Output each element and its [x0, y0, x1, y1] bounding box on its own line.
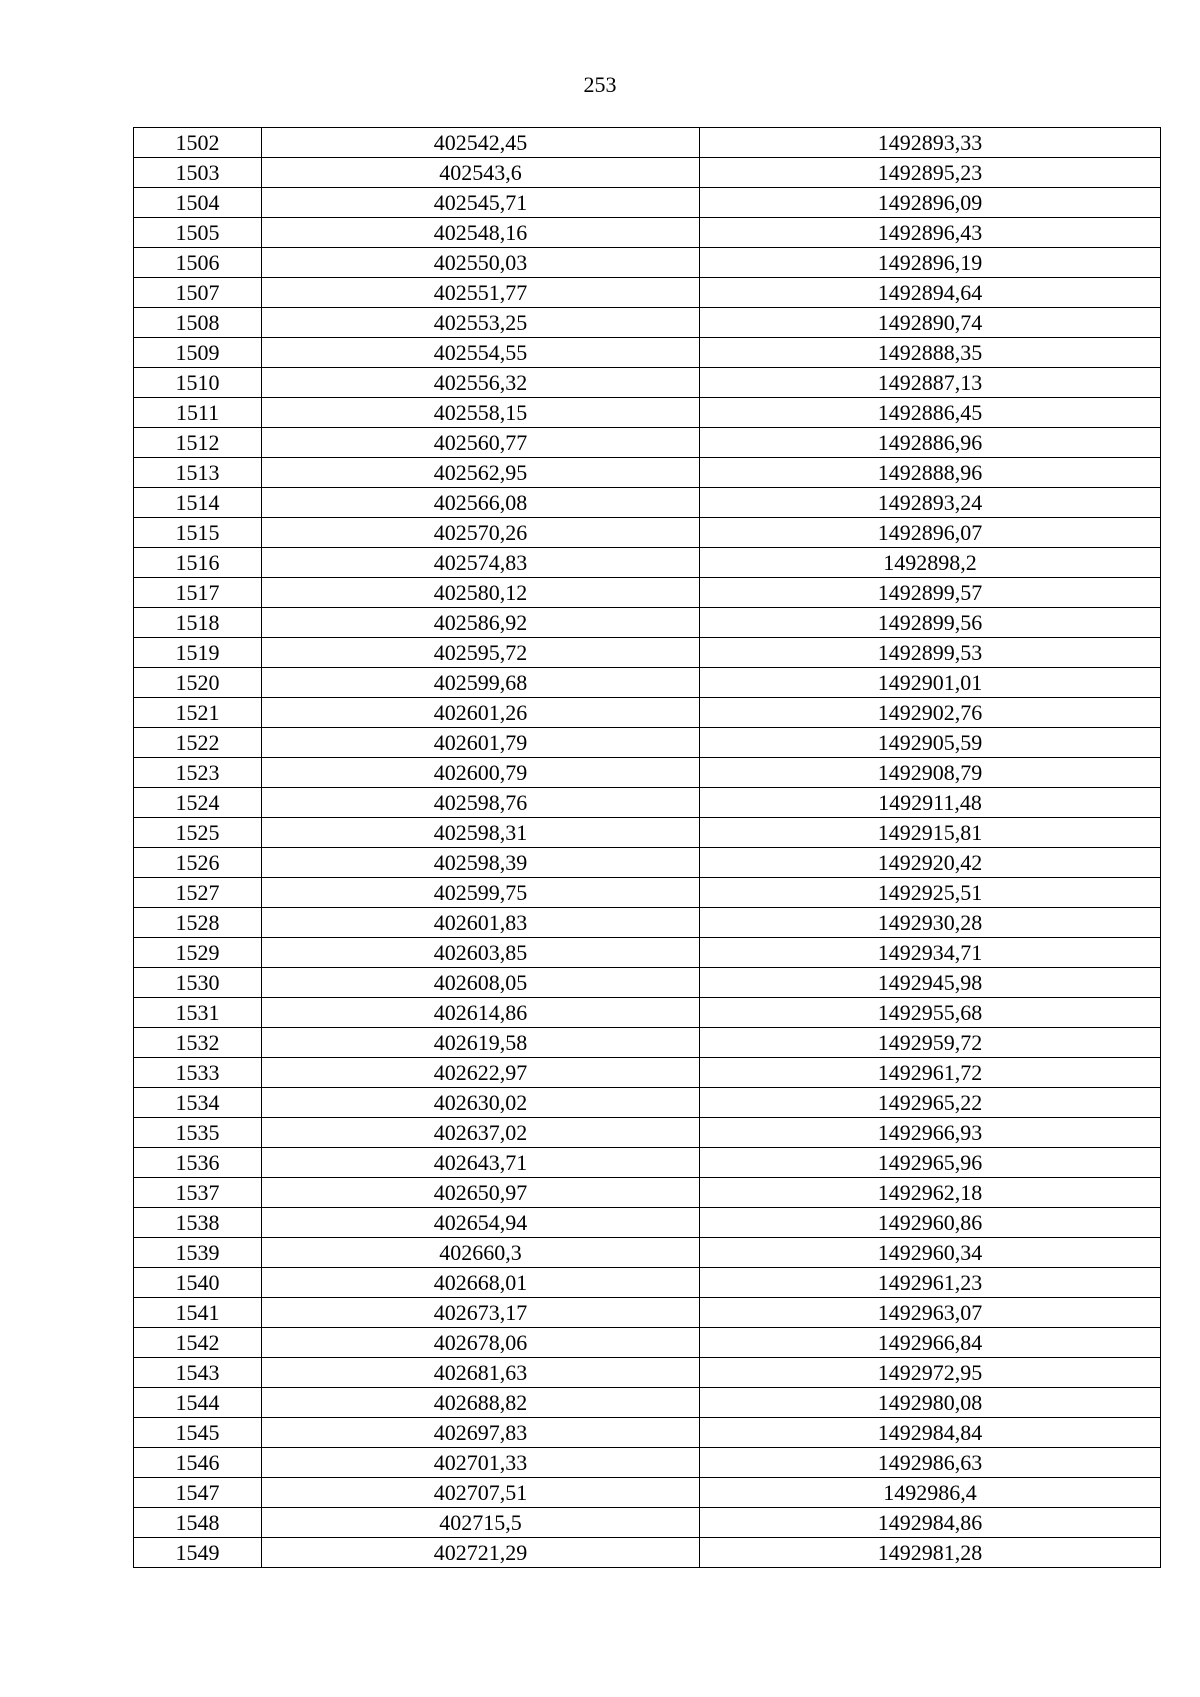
table-row — [134, 188, 1161, 218]
x-coordinate-cell: 402560,77 — [262, 428, 700, 458]
table-row — [134, 968, 1161, 998]
x-coordinate-cell: 402548,16 — [262, 218, 700, 248]
point-number-cell: 1542 — [134, 1328, 262, 1358]
x-coordinate-cell: 402570,26 — [262, 518, 700, 548]
x-coordinate-cell: 402543,6 — [262, 158, 700, 188]
x-coordinate-cell: 402721,29 — [262, 1538, 700, 1568]
table-row — [134, 848, 1161, 878]
y-coordinate-cell: 1492981,28 — [700, 1538, 1161, 1568]
y-coordinate-cell: 1492986,63 — [700, 1448, 1161, 1478]
point-number-cell: 1541 — [134, 1298, 262, 1328]
y-coordinate-cell: 1492945,98 — [700, 968, 1161, 998]
x-coordinate-cell: 402545,71 — [262, 188, 700, 218]
y-coordinate-cell: 1492905,59 — [700, 728, 1161, 758]
y-coordinate-cell: 1492901,01 — [700, 668, 1161, 698]
y-coordinate-cell: 1492896,07 — [700, 518, 1161, 548]
x-coordinate-cell: 402595,72 — [262, 638, 700, 668]
x-coordinate-cell: 402630,02 — [262, 1088, 700, 1118]
point-number-cell: 1511 — [134, 398, 262, 428]
table-row — [134, 608, 1161, 638]
table-row — [134, 818, 1161, 848]
x-coordinate-cell: 402562,95 — [262, 458, 700, 488]
point-number-cell: 1531 — [134, 998, 262, 1028]
point-number-cell: 1522 — [134, 728, 262, 758]
point-number-cell: 1533 — [134, 1058, 262, 1088]
table-row — [134, 278, 1161, 308]
y-coordinate-cell: 1492888,96 — [700, 458, 1161, 488]
table-row — [134, 1538, 1161, 1568]
x-coordinate-cell: 402637,02 — [262, 1118, 700, 1148]
y-coordinate-cell: 1492955,68 — [700, 998, 1161, 1028]
y-coordinate-cell: 1492911,48 — [700, 788, 1161, 818]
table-row — [134, 1418, 1161, 1448]
point-number-cell: 1526 — [134, 848, 262, 878]
y-coordinate-cell: 1492930,28 — [700, 908, 1161, 938]
table-row — [134, 398, 1161, 428]
y-coordinate-cell: 1492895,23 — [700, 158, 1161, 188]
table-row — [134, 158, 1161, 188]
point-number-cell: 1528 — [134, 908, 262, 938]
table-row — [134, 1388, 1161, 1418]
x-coordinate-cell: 402600,79 — [262, 758, 700, 788]
table-row — [134, 308, 1161, 338]
table-row — [134, 1118, 1161, 1148]
x-coordinate-cell: 402678,06 — [262, 1328, 700, 1358]
y-coordinate-cell: 1492986,4 — [700, 1478, 1161, 1508]
y-coordinate-cell: 1492888,35 — [700, 338, 1161, 368]
y-coordinate-cell: 1492908,79 — [700, 758, 1161, 788]
table-row — [134, 1328, 1161, 1358]
x-coordinate-cell: 402608,05 — [262, 968, 700, 998]
table-row — [134, 368, 1161, 398]
table-row — [134, 788, 1161, 818]
table-row — [134, 1268, 1161, 1298]
x-coordinate-cell: 402551,77 — [262, 278, 700, 308]
point-number-cell: 1536 — [134, 1148, 262, 1178]
point-number-cell: 1537 — [134, 1178, 262, 1208]
table-row — [134, 908, 1161, 938]
x-coordinate-cell: 402586,92 — [262, 608, 700, 638]
table-row — [134, 1508, 1161, 1538]
x-coordinate-cell: 402681,63 — [262, 1358, 700, 1388]
table-row — [134, 548, 1161, 578]
point-number-cell: 1512 — [134, 428, 262, 458]
y-coordinate-cell: 1492966,93 — [700, 1118, 1161, 1148]
x-coordinate-cell: 402558,15 — [262, 398, 700, 428]
y-coordinate-cell: 1492963,07 — [700, 1298, 1161, 1328]
coordinates-table-body — [134, 128, 1161, 1568]
point-number-cell: 1534 — [134, 1088, 262, 1118]
x-coordinate-cell: 402603,85 — [262, 938, 700, 968]
y-coordinate-cell: 1492899,56 — [700, 608, 1161, 638]
y-coordinate-cell: 1492915,81 — [700, 818, 1161, 848]
y-coordinate-cell: 1492896,43 — [700, 218, 1161, 248]
table-row — [134, 1358, 1161, 1388]
point-number-cell: 1543 — [134, 1358, 262, 1388]
point-number-cell: 1509 — [134, 338, 262, 368]
table-row — [134, 338, 1161, 368]
point-number-cell: 1539 — [134, 1238, 262, 1268]
point-number-cell: 1540 — [134, 1268, 262, 1298]
y-coordinate-cell: 1492899,53 — [700, 638, 1161, 668]
y-coordinate-cell: 1492966,84 — [700, 1328, 1161, 1358]
y-coordinate-cell: 1492960,34 — [700, 1238, 1161, 1268]
y-coordinate-cell: 1492920,42 — [700, 848, 1161, 878]
y-coordinate-cell: 1492972,95 — [700, 1358, 1161, 1388]
point-number-cell: 1502 — [134, 128, 262, 158]
point-number-cell: 1525 — [134, 818, 262, 848]
x-coordinate-cell: 402553,25 — [262, 308, 700, 338]
x-coordinate-cell: 402622,97 — [262, 1058, 700, 1088]
x-coordinate-cell: 402601,79 — [262, 728, 700, 758]
point-number-cell: 1547 — [134, 1478, 262, 1508]
point-number-cell: 1510 — [134, 368, 262, 398]
x-coordinate-cell: 402566,08 — [262, 488, 700, 518]
y-coordinate-cell: 1492965,22 — [700, 1088, 1161, 1118]
point-number-cell: 1520 — [134, 668, 262, 698]
table-row — [134, 998, 1161, 1028]
table-row — [134, 248, 1161, 278]
x-coordinate-cell: 402542,45 — [262, 128, 700, 158]
y-coordinate-cell: 1492984,86 — [700, 1508, 1161, 1538]
point-number-cell: 1504 — [134, 188, 262, 218]
table-row — [134, 578, 1161, 608]
table-row — [134, 1238, 1161, 1268]
y-coordinate-cell: 1492898,2 — [700, 548, 1161, 578]
table-row — [134, 1088, 1161, 1118]
table-row — [134, 728, 1161, 758]
x-coordinate-cell: 402601,26 — [262, 698, 700, 728]
table-row — [134, 218, 1161, 248]
table-row — [134, 1448, 1161, 1478]
coordinates-table — [133, 127, 1161, 1568]
x-coordinate-cell: 402660,3 — [262, 1238, 700, 1268]
y-coordinate-cell: 1492961,72 — [700, 1058, 1161, 1088]
x-coordinate-cell: 402550,03 — [262, 248, 700, 278]
x-coordinate-cell: 402688,82 — [262, 1388, 700, 1418]
point-number-cell: 1548 — [134, 1508, 262, 1538]
table-row — [134, 1208, 1161, 1238]
x-coordinate-cell: 402556,32 — [262, 368, 700, 398]
point-number-cell: 1535 — [134, 1118, 262, 1148]
point-number-cell: 1538 — [134, 1208, 262, 1238]
y-coordinate-cell: 1492893,33 — [700, 128, 1161, 158]
y-coordinate-cell: 1492896,19 — [700, 248, 1161, 278]
point-number-cell: 1503 — [134, 158, 262, 188]
x-coordinate-cell: 402673,17 — [262, 1298, 700, 1328]
point-number-cell: 1546 — [134, 1448, 262, 1478]
point-number-cell: 1508 — [134, 308, 262, 338]
x-coordinate-cell: 402554,55 — [262, 338, 700, 368]
table-row — [134, 128, 1161, 158]
y-coordinate-cell: 1492899,57 — [700, 578, 1161, 608]
table-row — [134, 488, 1161, 518]
point-number-cell: 1518 — [134, 608, 262, 638]
y-coordinate-cell: 1492894,64 — [700, 278, 1161, 308]
point-number-cell: 1514 — [134, 488, 262, 518]
point-number-cell: 1506 — [134, 248, 262, 278]
x-coordinate-cell: 402599,75 — [262, 878, 700, 908]
point-number-cell: 1523 — [134, 758, 262, 788]
y-coordinate-cell: 1492886,45 — [700, 398, 1161, 428]
y-coordinate-cell: 1492961,23 — [700, 1268, 1161, 1298]
x-coordinate-cell: 402598,39 — [262, 848, 700, 878]
x-coordinate-cell: 402614,86 — [262, 998, 700, 1028]
y-coordinate-cell: 1492959,72 — [700, 1028, 1161, 1058]
table-row — [134, 668, 1161, 698]
y-coordinate-cell: 1492934,71 — [700, 938, 1161, 968]
x-coordinate-cell: 402707,51 — [262, 1478, 700, 1508]
x-coordinate-cell: 402715,5 — [262, 1508, 700, 1538]
point-number-cell: 1529 — [134, 938, 262, 968]
point-number-cell: 1527 — [134, 878, 262, 908]
table-row — [134, 458, 1161, 488]
x-coordinate-cell: 402580,12 — [262, 578, 700, 608]
y-coordinate-cell: 1492886,96 — [700, 428, 1161, 458]
table-row — [134, 878, 1161, 908]
y-coordinate-cell: 1492984,84 — [700, 1418, 1161, 1448]
table-row — [134, 758, 1161, 788]
y-coordinate-cell: 1492902,76 — [700, 698, 1161, 728]
point-number-cell: 1532 — [134, 1028, 262, 1058]
y-coordinate-cell: 1492960,86 — [700, 1208, 1161, 1238]
y-coordinate-cell: 1492962,18 — [700, 1178, 1161, 1208]
y-coordinate-cell: 1492896,09 — [700, 188, 1161, 218]
y-coordinate-cell: 1492887,13 — [700, 368, 1161, 398]
x-coordinate-cell: 402643,71 — [262, 1148, 700, 1178]
x-coordinate-cell: 402598,31 — [262, 818, 700, 848]
point-number-cell: 1545 — [134, 1418, 262, 1448]
page-number: 253 — [583, 72, 617, 97]
table-row — [134, 1148, 1161, 1178]
table-row — [134, 1178, 1161, 1208]
table-row — [134, 1028, 1161, 1058]
x-coordinate-cell: 402650,97 — [262, 1178, 700, 1208]
y-coordinate-cell: 1492980,08 — [700, 1388, 1161, 1418]
x-coordinate-cell: 402619,58 — [262, 1028, 700, 1058]
y-coordinate-cell: 1492890,74 — [700, 308, 1161, 338]
table-row — [134, 428, 1161, 458]
x-coordinate-cell: 402599,68 — [262, 668, 700, 698]
table-row — [134, 518, 1161, 548]
point-number-cell: 1544 — [134, 1388, 262, 1418]
x-coordinate-cell: 402574,83 — [262, 548, 700, 578]
point-number-cell: 1517 — [134, 578, 262, 608]
y-coordinate-cell: 1492893,24 — [700, 488, 1161, 518]
x-coordinate-cell: 402697,83 — [262, 1418, 700, 1448]
point-number-cell: 1515 — [134, 518, 262, 548]
y-coordinate-cell: 1492925,51 — [700, 878, 1161, 908]
table-row — [134, 1058, 1161, 1088]
x-coordinate-cell: 402668,01 — [262, 1268, 700, 1298]
y-coordinate-cell: 1492965,96 — [700, 1148, 1161, 1178]
point-number-cell: 1549 — [134, 1538, 262, 1568]
point-number-cell: 1524 — [134, 788, 262, 818]
table-row — [134, 1298, 1161, 1328]
point-number-cell: 1519 — [134, 638, 262, 668]
x-coordinate-cell: 402601,83 — [262, 908, 700, 938]
x-coordinate-cell: 402701,33 — [262, 1448, 700, 1478]
point-number-cell: 1521 — [134, 698, 262, 728]
x-coordinate-cell: 402598,76 — [262, 788, 700, 818]
point-number-cell: 1513 — [134, 458, 262, 488]
point-number-cell: 1507 — [134, 278, 262, 308]
x-coordinate-cell: 402654,94 — [262, 1208, 700, 1238]
table-row — [134, 638, 1161, 668]
table-row — [134, 938, 1161, 968]
point-number-cell: 1530 — [134, 968, 262, 998]
table-row — [134, 698, 1161, 728]
point-number-cell: 1516 — [134, 548, 262, 578]
table-row — [134, 1478, 1161, 1508]
point-number-cell: 1505 — [134, 218, 262, 248]
